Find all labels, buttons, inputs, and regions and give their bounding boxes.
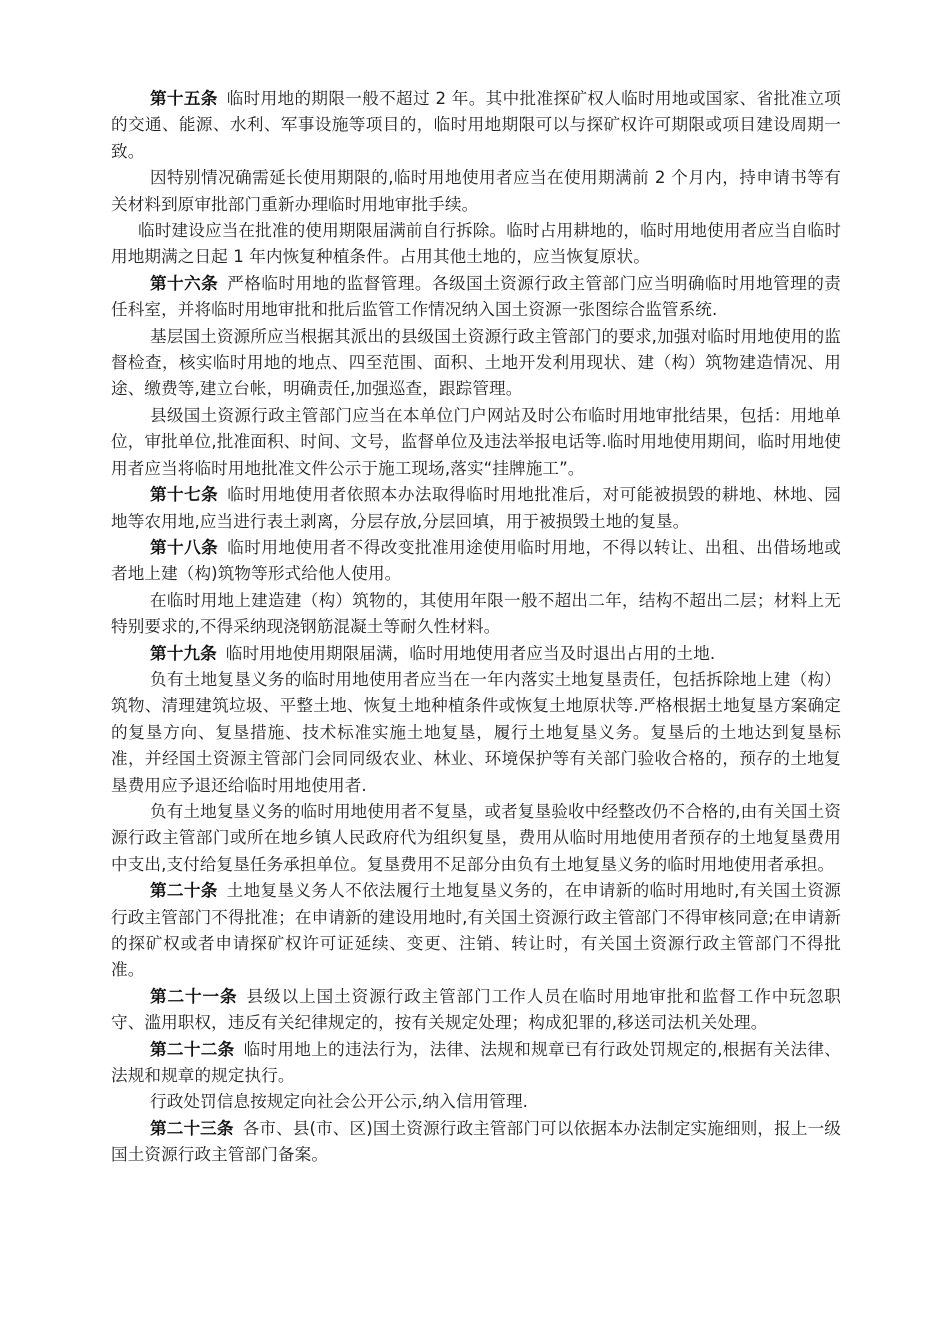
paragraph-text: 临时用地使用者依照本办法取得临时用地批准后，对可能被损毁的耕地、林地、园地等农用地,应当进行表土剥离，分层存放,分层回填，用于被损毁土地的复垦。 bbox=[111, 485, 841, 531]
article-heading: 第十九条 bbox=[150, 643, 217, 663]
paragraph bbox=[111, 667, 841, 799]
paragraph-text: 行政处罚信息按规定向社会公开公示,纳入信用管理. bbox=[150, 1092, 529, 1112]
paragraph-article-22 bbox=[111, 1037, 841, 1090]
article-heading: 第十八条 bbox=[150, 537, 219, 557]
paragraph-text: 严格临时用地的监督管理。各级国土资源行政主管部门应当明确临时用地管理的责任科室，并将临时用地审批和批后监管工作情况纳入国土资源一张图综合监管系统. bbox=[111, 273, 841, 320]
paragraph-text: 县级以上国土资源行政主管部门工作人员在临时用地审批和监督工作中玩忽职守、滥用职权，违反有关纪律规定的，按有关规定处理；构成犯罪的,移送司法机关处理。 bbox=[111, 986, 841, 1033]
paragraph-text: 负有土地复垦义务的临时用地使用者应当在一年内落实土地复垦责任，包括拆除地上建（构）筑物、清理建筑垃圾、平整土地、恢复土地种植条件或恢复土地原状等.严格根据土地复垦方案确定的复垦方向、复垦措施、技术标准实施土地复垦，履行土地复垦义务。复垦后的土地达到复垦标准，并经国土资源主管部门会同同级农业、林业、环境保护等有关部门验收合格的，预存的土地复垦费用应予退还给临时用地使用者. bbox=[111, 669, 841, 795]
paragraph bbox=[111, 403, 841, 482]
paragraph-text: 临时建设应当在批准的使用期限届满前自行拆除。临时占用耕地的，临时用地使用者应当自临时用地期满之日起 1 年内恢复种植条件。占用其他土地的，应当恢复原状。 bbox=[111, 221, 841, 267]
paragraph-text: 各市、县(市、区)国土资源行政主管部门可以依据本办法制定实施细则，报上一级国土资源行政主管部门备案。 bbox=[111, 1118, 841, 1165]
paragraph-text: 负有土地复垦义务的临时用地使用者不复垦，或者复垦验收中经整改仍不合格的,由有关国土资源行政主管部门或所在地乡镇人民政府代为组织复垦，费用从临时用地使用者预存的土地复垦费用中支出,支付给复垦任务承担单位。复垦费用不足部分由负有土地复垦义务的临时用地使用者承担。 bbox=[111, 801, 841, 874]
paragraph-article-21 bbox=[111, 984, 841, 1037]
paragraph bbox=[111, 588, 841, 641]
article-heading: 第二十一条 bbox=[150, 986, 238, 1006]
paragraph-text: 临时用地使用者不得改变批准用途使用临时用地，不得以转让、出租、出借场地或者地上建（构)筑物等形式给他人使用。 bbox=[111, 537, 841, 584]
paragraph-article-23 bbox=[111, 1116, 841, 1169]
paragraph bbox=[111, 218, 841, 271]
document-page bbox=[111, 86, 841, 1169]
paragraph-text: 基层国土资源所应当根据其派出的县级国土资源行政主管部门的要求,加强对临时用地使用的监督检查，核实临时用地的地点、四至范围、面积、土地开发利用现状、建（构）筑物建造情况、用途、缴费等,建立台帐，明确责任,加强巡查，跟踪管理。 bbox=[111, 326, 841, 399]
paragraph-text: 土地复垦义务人不依法履行土地复垦义务的，在申请新的临时用地时,有关国土资源行政主管部门不得批准；在申请新的建设用地时,有关国土资源行政主管部门不得审核同意;在申请新的探矿权或者申请探矿权许可证延续、变更、注销、转让时，有关国土资源行政主管部门不得批准。 bbox=[111, 881, 841, 980]
paragraph bbox=[111, 1089, 841, 1115]
paragraph-text: 在临时用地上建造建（构）筑物的，其使用年限一般不超出二年，结构不超出二层；材料上无特别要求的,不得采纳现浇钢筋混凝土等耐久性材料。 bbox=[111, 590, 841, 637]
article-heading: 第二十三条 bbox=[150, 1118, 234, 1138]
article-heading: 第二十二条 bbox=[150, 1039, 235, 1059]
paragraph-article-16 bbox=[111, 271, 841, 324]
paragraph-text: 县级国土资源行政主管部门应当在本单位门户网站及时公布临时用地审批结果，包括：用地单位，审批单位,批准面积、时间、文号，监督单位及违法举报电话等.临时用地使用期间，临时用地使用者应当将临时用地批准文件公示于施工现场,落实“挂牌施工”。 bbox=[111, 405, 841, 478]
article-heading: 第二十条 bbox=[150, 881, 218, 901]
article-heading: 第十七条 bbox=[150, 485, 219, 505]
paragraph bbox=[111, 799, 841, 878]
paragraph-text: 临时用地的期限一般不超过 2 年。其中批准探矿权人临时用地或国家、省批准立项的交通、能源、水利、军事设施等项目的，临时用地期限可以与探矿权许可期限或项目建设周期一致。 bbox=[111, 89, 841, 161]
article-heading: 第十六条 bbox=[150, 273, 219, 293]
paragraph bbox=[111, 165, 841, 218]
paragraph-article-17 bbox=[111, 482, 841, 535]
paragraph-text: 临时用地上的违法行为，法律、法规和规章已有行政处罚规定的,根据有关法律、法规和规章的规定执行。 bbox=[111, 1039, 841, 1086]
paragraph bbox=[111, 324, 841, 403]
paragraph-text: 因特别情况确需延长使用期限的,临时用地使用者应当在使用期满前 2 个月内，持申请书等有关材料到原审批部门重新办理临时用地审批手续。 bbox=[111, 168, 841, 214]
paragraph-article-18 bbox=[111, 535, 841, 588]
paragraph-text: 临时用地使用期限届满，临时用地使用者应当及时退出占用的土地. bbox=[225, 643, 716, 663]
paragraph-article-20 bbox=[111, 878, 841, 984]
article-heading: 第十五条 bbox=[150, 89, 218, 108]
paragraph-article-19 bbox=[111, 641, 841, 667]
paragraph-article-15 bbox=[111, 86, 841, 165]
